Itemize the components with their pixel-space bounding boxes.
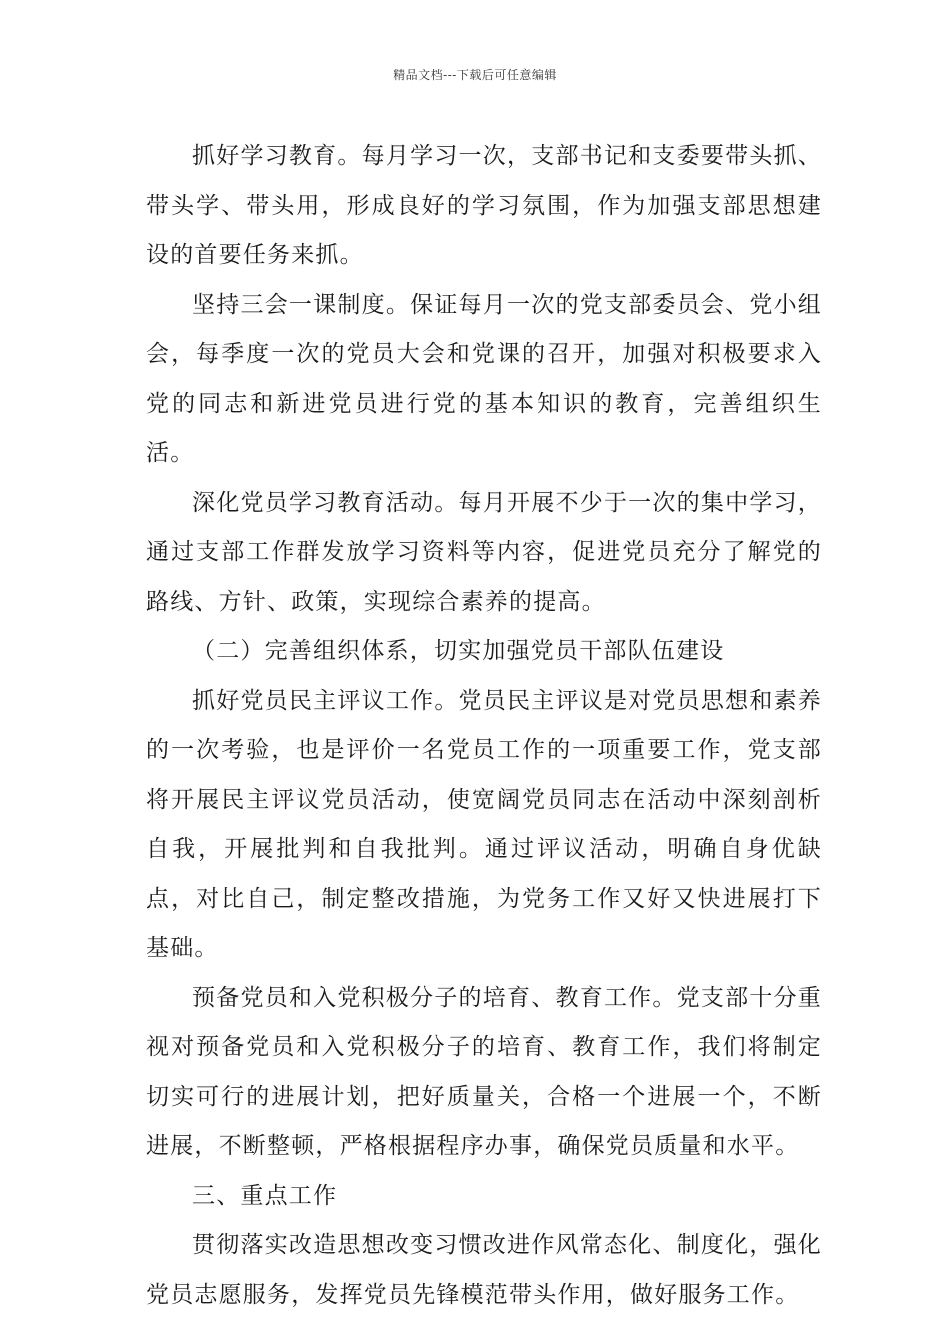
- header-note: 精品文档---下载后可任意编辑: [393, 68, 557, 82]
- section-heading-key-work: 三、重点工作: [192, 1182, 338, 1209]
- paragraph-three-meetings: 坚持三会一课制度。保证每月一次的党支部委员会、党小组会，每季度一次的党员大会和党课的召开，加强对积极要求入党的同志和新进党员进行党的基本知识的教育，完善组织生活。: [146, 291, 822, 466]
- paragraph-probationary-members: 预备党员和入党积极分子的培育、教育工作。党支部十分重视对预备党员和入党积极分子的培育、教育工作，我们将制定切实可行的进展计划，把好质量关，合格一个进展一个，不断进展，不断整顿，严格根据程序办事，确保党员质量和水平。: [146, 984, 822, 1159]
- paragraph-study-education: 抓好学习教育。每月学习一次，支部书记和支委要带头抓、带头学、带头用，形成良好的学习氛围，作为加强支部思想建设的首要任务来抓。: [146, 143, 822, 268]
- document-body: [146, 132, 822, 1320]
- section-heading-organization: （二）完善组织体系，切实加强党员干部队伍建设: [192, 638, 725, 664]
- paragraph-deepen-learning: 深化党员学习教育活动。每月开展不少于一次的集中学习，通过支部工作群发放学习资料等内容，促进党员充分了解党的路线、方针、政策，实现综合素养的提高。: [146, 489, 822, 615]
- paragraph-democratic-review: 抓好党员民主评议工作。党员民主评议是对党员思想和素养的一次考验，也是评价一名党员工作的一项重要工作，党支部将开展民主评议党员活动，使宽阔党员同志在活动中深刻剖析自我，开展批判和自我批判。通过评议活动，明确自身优缺点，对比自己，制定整改措施，为党务工作又好又快进展打下基础。: [146, 687, 822, 961]
- paragraph-implement-reform: 贯彻落实改造思想改变习惯改进作风常态化、制度化，强化党员志愿服务，发挥党员先锋模范带头作用，做好服务工作。: [146, 1232, 822, 1308]
